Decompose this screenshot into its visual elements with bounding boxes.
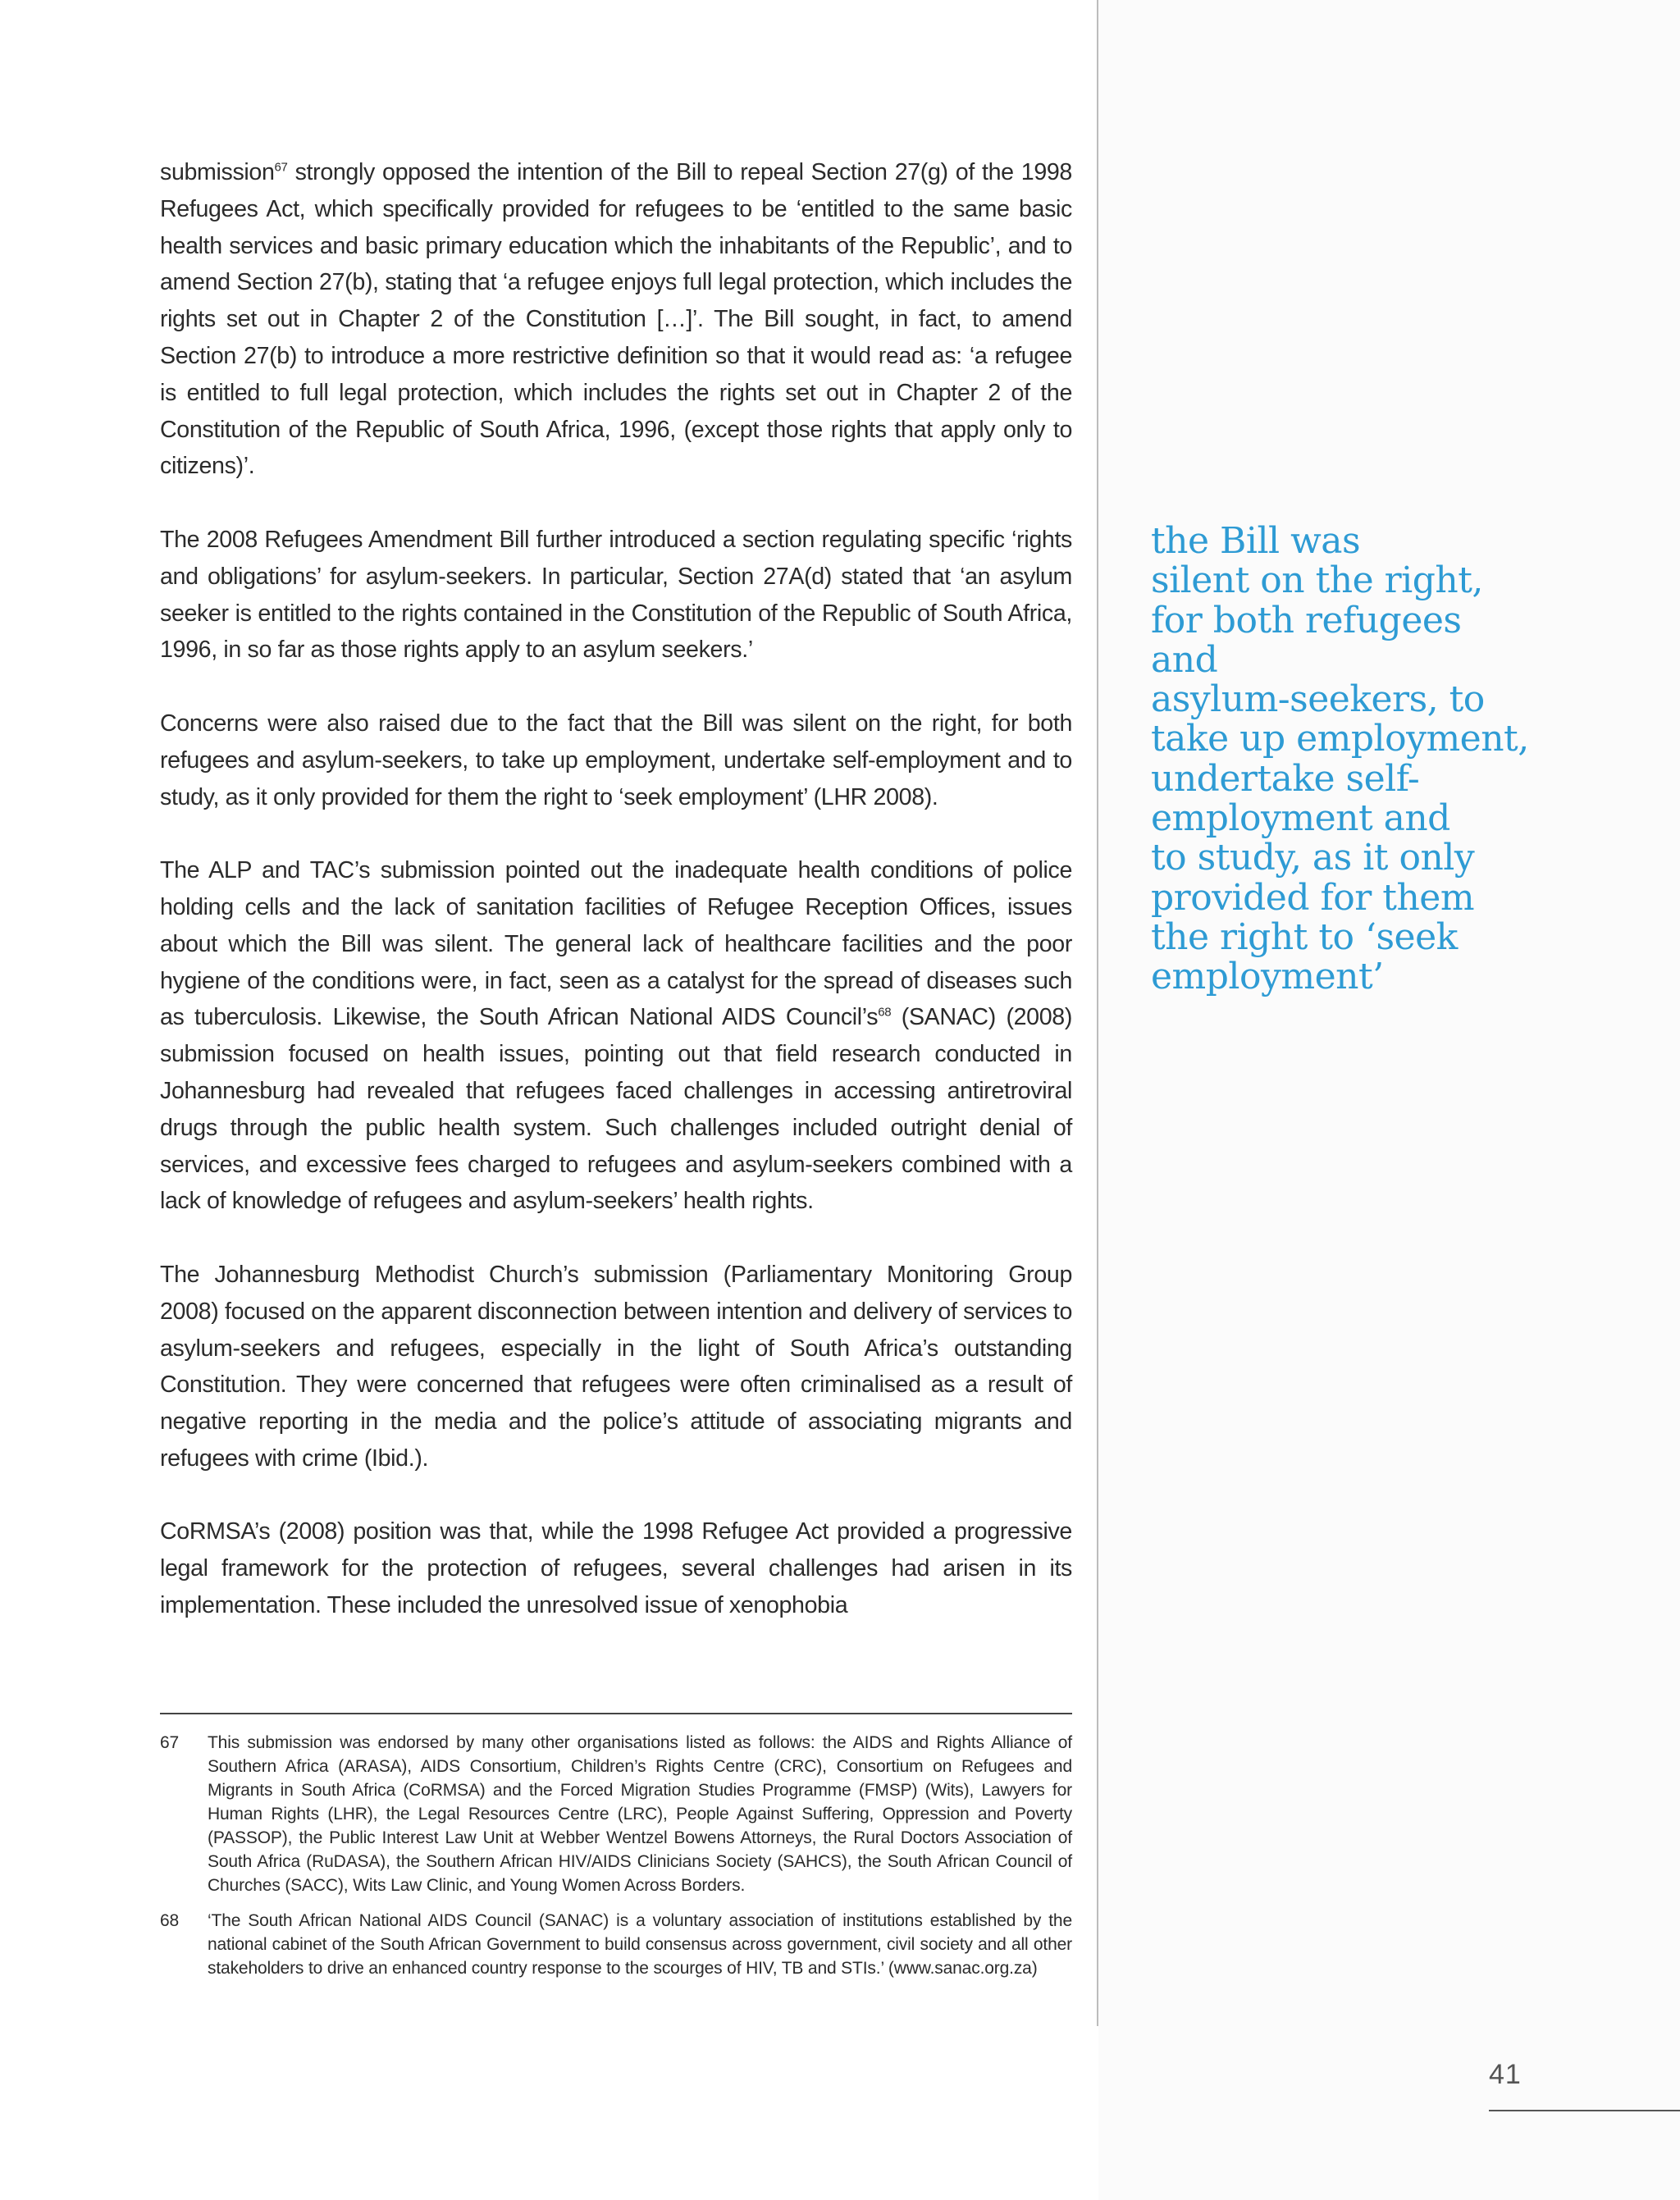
footnote-ref-67[interactable]: 67 — [274, 160, 288, 175]
paragraph-5: The Johannesburg Methodist Church’s submission (Parliamentary Monitoring Group 2008) focused on the apparent disconnection between intention and delivery of services to asylum-seekers and refugees, especially in the light of South Africa’s outstanding Constitution. They were concerned that refugees were often criminalised as a result of negative reporting in the media and the police’s attitude of associating migrants and refugees with crime (Ibid.). — [160, 1261, 1072, 1472]
paragraph-4 — [160, 852, 1072, 1220]
pull-quote-line: undertake self- — [1151, 757, 1420, 800]
paragraph-1-rest: strongly opposed the intention of the Bill to repeal Section 27(g) of the 1998 Refugees Act, which specifically provided for refugees to be ‘entitled to the same basic health services and basic primary education which the inhabitants of the Republic’, and to amend Section 27(b), stating that ‘a refugee enjoys full legal protection, which includes the rights set out in Chapter 2 of the Constitution […]’. The Bill sought, in fact, to amend Section 27(b) to introduce a more restrictive definition so that it would read as: ‘a refugee is entitled to full legal protection, which includes the rights set out in Chapter 2 of the Constitution of the Republic of South Africa, 1996, (except those rights that apply only to citizens)’. — [160, 159, 1072, 480]
pull-quote-line: take up employment, — [1151, 718, 1529, 760]
footnotes — [160, 1713, 1072, 1992]
margin-column-background — [1098, 0, 1680, 2200]
footnote-67 — [160, 1731, 1072, 1897]
paragraph-2: The 2008 Refugees Amendment Bill further introduced a section regulating specific ‘rights and obligations’ for asylum-seekers. In particular, Section 27A(d) stated that ‘an asylum seeker is entitled to the rights contained in the Constitution of the Republic of South Africa, 1996, in so far as those rights apply to an asylum seekers.’ — [160, 526, 1072, 664]
pull-quote-line: employment and — [1151, 797, 1450, 840]
pull-quote — [1151, 522, 1536, 997]
pull-quote-line: silent on the right, — [1151, 559, 1483, 602]
footnote-text: ‘The South African National AIDS Council (SANAC) is a voluntary association of institutions established by the national cabinet of the South African Government to build consensus across government, civil society and all other stakeholders to drive an enhanced country response to the scourges of HIV, TB and STIs.’ (www.sanac.org.za) — [208, 1911, 1072, 1978]
page-number-rule — [1489, 2110, 1680, 2111]
pull-quote-line: for both refugees and — [1151, 599, 1462, 681]
footnote-68 — [160, 1909, 1072, 1980]
footnote-text: This submission was endorsed by many other organisations listed as follows: the AIDS and Rights Alliance of Southern Africa (ARASA), AIDS Consortium, Children’s Rights Centre (CRC), Consortium on Refugees and Migrants in South Africa (CoRMSA) and the Forced Migration Studies Programme (FMSP) (Wits), Lawyers for Human Rights (LHR), the Legal Resources Centre (LRC), People Against Suffering, Oppression and Poverty (PASSOP), the Public Interest Law Unit at Webber Wentzel Bowens Attorneys, the Rural Doctors Association of South Africa (RuDASA), the Southern African HIV/AIDS Clinicians Society (SAHCS), the South African Council of Churches (SACC), Wits Law Clinic, and Young Women Across Borders. — [208, 1733, 1072, 1895]
paragraph-4-start: The ALP and TAC’s submission pointed out the inadequate health conditions of police holding cells and the lack of sanitation facilities of Refugee Reception Offices, issues about which the Bill was silent. The general lack of healthcare facilities and the poor hygiene of the conditions were, in fact, seen as a catalyst for the spread of diseases such as tuberculosis. Likewise, the South African National AIDS Council’s — [160, 857, 1072, 1031]
pull-quote-line: the Bill was — [1151, 520, 1361, 562]
pull-quote-line: asylum-seekers, to — [1151, 678, 1485, 721]
pull-quote-line: the right to ‘seek — [1151, 915, 1458, 958]
page-number: 41 — [1489, 2059, 1522, 2090]
paragraph-1-start: submission — [160, 159, 275, 185]
paragraph-4-rest: (SANAC) (2008) submission focused on health issues, pointing out that field research conducted in Johannesburg had revealed that refugees faced challenges in accessing antiretroviral drugs through the public health system. Such challenges included outright denial of services, and excessive fees charged to refugees and asylum-seekers combined with a lack of knowledge of refugees and asylum-seekers’ health rights. — [160, 1004, 1072, 1215]
pull-quote-line: provided for them — [1151, 876, 1475, 919]
footnote-ref-68[interactable]: 68 — [878, 1005, 892, 1020]
body-text — [160, 154, 1072, 1661]
paragraph-1 — [160, 154, 1072, 485]
footnote-number: 68 — [160, 1911, 180, 1930]
paragraph-3: Concerns were also raised due to the fact that the Bill was silent on the right, for both refugees and asylum-seekers, to take up employment, undertake self-employment and to study, as it only provided for them the right to ‘seek employment’ (LHR 2008). — [160, 710, 1072, 810]
pull-quote-line: employment’ — [1151, 956, 1384, 998]
footnote-number: 67 — [160, 1733, 180, 1752]
pull-quote-line: to study, as it only — [1151, 837, 1475, 879]
paragraph-6: CoRMSA’s (2008) position was that, while the 1998 Refugee Act provided a progressive legal framework for the protection of refugees, several challenges had arisen in its implementation. These included the unresolved issue of xenophobia — [160, 1518, 1072, 1619]
column-divider — [1097, 0, 1098, 2026]
